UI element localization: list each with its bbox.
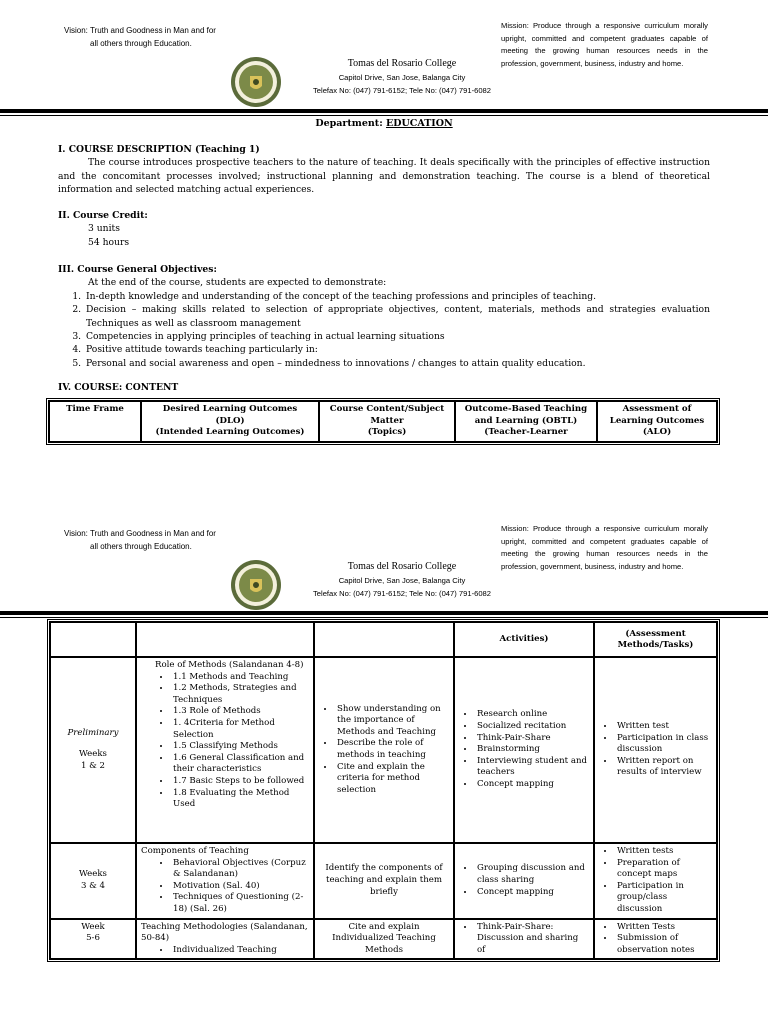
time-frame-cell	[50, 843, 136, 919]
course-credit-units: 3 units	[88, 223, 120, 235]
list-item: • Concept mapping	[475, 887, 589, 899]
list-item: • Written test	[615, 721, 712, 733]
weeks-range: 1 & 2	[80, 760, 106, 771]
outcome-list	[319, 704, 449, 797]
time-frame-cell	[50, 657, 136, 843]
mission-text: Produce through a responsive curriculum morally upright, committed and competent graduates capable of meeting the growing human resources needs in the profession, government, business, industry and home.	[501, 524, 708, 571]
mission-statement	[501, 20, 708, 70]
course-credit-hours: 54 hours	[88, 236, 130, 248]
list-item: • Participation in class discussion	[615, 733, 712, 756]
header-assessment: (Assessment Methods/Tasks)	[594, 622, 717, 657]
objective-item: 4. Positive attitude towards teaching particularly in:	[84, 343, 710, 356]
assessment-list	[599, 721, 712, 779]
list-item: • Preparation of concept maps	[615, 858, 712, 881]
table-row	[50, 843, 717, 919]
content-header-row	[49, 401, 717, 442]
objective-item: 5. Personal and social awareness and open – mindedness to innovations / changes to attain quality education.	[84, 357, 710, 370]
topic-title: Components of Teaching	[141, 846, 249, 856]
vision-statement	[64, 24, 264, 50]
college-address: Capitol Drive, San Jose, Balanga City	[338, 73, 466, 82]
topic-list	[155, 672, 309, 811]
topic-list	[141, 945, 309, 957]
mission-text: Produce through a responsive curriculum morally upright, committed and competent graduates capable of meeting the growing human resources needs in the profession, government, business, industry and home.	[501, 21, 708, 68]
college-telephone: Telefax No: (047) 791-6152; Tele No: (047) 791-6082	[312, 589, 491, 598]
vision-line-2: all others through Education.	[90, 39, 192, 48]
assessment-list	[599, 922, 712, 957]
list-item: • Behavioral Objectives (Corpuz & Salandanan)	[171, 858, 309, 881]
list-item: • 1.5 Classifying Methods	[171, 741, 309, 753]
list-item: • 1.6 General Classification and their characteristics	[171, 753, 309, 776]
list-item: • Think-Pair-Share: Discussion and sharing of	[475, 922, 589, 957]
list-item: • Cite and explain the criteria for method selection	[335, 762, 449, 797]
objective-item: 1. In-depth knowledge and understanding of the concept of the teaching professions and principles of teaching.	[84, 290, 710, 303]
weeks-label: Week	[81, 921, 105, 932]
department-line	[0, 118, 768, 129]
vision-line-1: Vision: Truth and Goodness in Man and for	[64, 529, 216, 538]
college-seal-icon	[230, 559, 282, 611]
activities-cell	[454, 843, 594, 919]
list-item: • 1.7 Basic Steps to be followed	[171, 776, 309, 788]
weeks-label: Weeks	[79, 749, 107, 760]
header-rule	[0, 109, 768, 113]
content-header-table	[46, 398, 720, 445]
list-item: • Written Tests	[615, 922, 712, 934]
course-content-table	[47, 619, 720, 962]
course-credit-title: II. Course Credit:	[58, 210, 148, 221]
topics-cell	[136, 657, 314, 843]
mission-statement	[501, 523, 708, 573]
college-seal-icon	[230, 56, 282, 108]
list-item: • Individualized Teaching	[171, 945, 309, 957]
assessment-cell	[594, 919, 717, 960]
department-label: Department:	[315, 118, 383, 129]
assessment-list	[599, 846, 712, 916]
list-item: • Research online	[475, 709, 589, 721]
list-item: • Show understanding on the importance of Methods and Teaching	[335, 704, 449, 739]
weeks-range: 5-6	[86, 933, 100, 944]
header-cell-blank	[136, 622, 314, 657]
mission-label: Mission:	[501, 21, 529, 30]
header-activities: Activities)	[454, 622, 594, 657]
outcome-cell: Cite and explain Individualized Teaching Methods	[314, 919, 454, 960]
list-item: • Techniques of Questioning (2-18) (Sal. 26)	[171, 892, 309, 915]
list-item: • Describe the role of methods in teaching	[335, 738, 449, 761]
weeks-label: Weeks	[79, 869, 107, 880]
list-item: • Socialized recitation	[475, 721, 589, 733]
college-name: Tomas del Rosario College	[347, 58, 457, 69]
list-item: • Written report on results of interview	[615, 756, 712, 779]
list-item: • 1.2 Methods, Strategies and Techniques	[171, 683, 309, 706]
mission-label: Mission:	[501, 524, 529, 533]
activities-cell	[454, 657, 594, 843]
objectives-intro: At the end of the course, students are expected to demonstrate:	[88, 277, 387, 289]
topic-title: Teaching Methodologies (Salandanan, 50-84)	[141, 921, 308, 944]
list-item: • Submission of observation notes	[615, 933, 712, 956]
college-name: Tomas del Rosario College	[347, 561, 457, 572]
header-cell-blank	[314, 622, 454, 657]
header-rule	[0, 611, 768, 615]
list-item: • 1.1 Methods and Teaching	[171, 672, 309, 684]
college-info	[286, 559, 518, 600]
list-item: • 1.3 Role of Methods	[171, 706, 309, 718]
college-telephone: Telefax No: (047) 791-6152; Tele No: (047) 791-6082	[312, 86, 491, 95]
assessment-cell	[594, 657, 717, 843]
department-value: EDUCATION	[386, 118, 453, 129]
list-item: • Brainstorming	[475, 744, 589, 756]
col-time-frame: Time Frame	[49, 401, 141, 442]
period-label: Preliminary	[67, 727, 119, 738]
list-item: • Participation in group/class discussion	[615, 881, 712, 916]
list-item: • Motivation (Sal. 40)	[171, 881, 309, 893]
college-address: Capitol Drive, San Jose, Balanga City	[338, 576, 466, 585]
time-frame-cell	[50, 919, 136, 960]
content-section	[58, 381, 710, 394]
list-item: • Concept mapping	[475, 779, 589, 791]
header-rule-thin	[0, 115, 768, 116]
objective-item: 2. Decision – making skills related to selection of appropriate objectives, content, materials, methods and strategies evaluation Techniques as well as classroom management	[84, 303, 710, 330]
table-row	[50, 657, 717, 843]
vision-statement	[64, 527, 264, 553]
course-description-section	[58, 143, 710, 197]
outcomes-cell	[314, 657, 454, 843]
col-course-content: Course Content/Subject Matter (Topics)	[319, 401, 455, 442]
activity-list	[459, 863, 589, 898]
college-info	[286, 56, 518, 97]
objectives-title: III. Course General Objectives:	[58, 264, 217, 275]
vision-line-1: Vision: Truth and Goodness in Man and for	[64, 26, 216, 35]
topic-list	[141, 858, 309, 916]
content-title: IV. COURSE: CONTENT	[58, 382, 179, 393]
list-item: • Grouping discussion and class sharing	[475, 863, 589, 886]
activity-list	[459, 922, 589, 957]
list-item: • Think-Pair-Share	[475, 733, 589, 745]
topics-cell	[136, 919, 314, 960]
course-credit-section	[58, 209, 710, 249]
objectives-list	[58, 290, 710, 370]
list-item: • Written tests	[615, 846, 712, 858]
header-cell-blank	[50, 622, 136, 657]
list-item: • 1.8 Evaluating the Method Used	[171, 788, 309, 811]
vision-line-2: all others through Education.	[90, 542, 192, 551]
col-alo: Assessment of Learning Outcomes (ALO)	[597, 401, 717, 442]
list-item: • 1. 4Criteria for Method Selection	[171, 718, 309, 741]
objectives-section	[58, 263, 710, 370]
activities-cell	[454, 919, 594, 960]
course-description-title: I. COURSE DESCRIPTION (Teaching 1)	[58, 144, 260, 155]
col-dlo: Desired Learning Outcomes (DLO) (Intended Learning Outcomes)	[141, 401, 319, 442]
topic-title: Role of Methods (Salandanan 4-8)	[155, 660, 304, 670]
weeks-range: 3 & 4	[80, 880, 106, 891]
topics-cell	[136, 843, 314, 919]
table-row	[50, 919, 717, 960]
content-table-header	[50, 622, 717, 657]
course-description-text: The course introduces prospective teachers to the nature of teaching. It deals specifically with the principles of effective instruction and the concomitant processes involved; instructional planning and demonstration teaching. The course is a blend of theoretical information and selected matching actual experiences.	[58, 157, 710, 196]
assessment-cell	[594, 843, 717, 919]
page-1	[0, 0, 768, 500]
list-item: • Interviewing student and teachers	[475, 756, 589, 779]
activity-list	[459, 709, 589, 790]
outcome-cell: Identify the components of teaching and explain them briefly	[314, 843, 454, 919]
header-rule-thin	[0, 617, 768, 618]
objective-item: 3. Competencies in applying principles of teaching in actual learning situations	[84, 330, 710, 343]
col-obtl: Outcome-Based Teaching and Learning (OBTL) (Teacher-Learner	[455, 401, 597, 442]
